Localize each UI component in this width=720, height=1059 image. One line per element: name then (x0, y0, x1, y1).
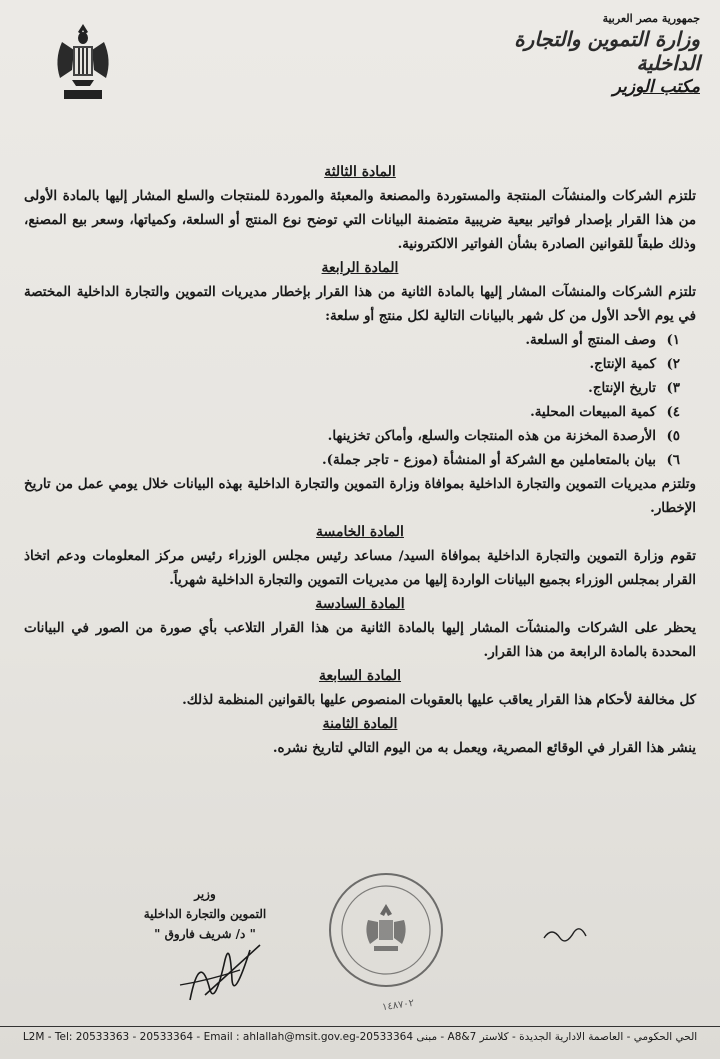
list-item: ٣)تاريخ الإنتاج. (588, 380, 680, 396)
article-paragraph: تلتزم الشركات والمنشآت المنتجة والمستوردة والمصنعة والمعبئة والموردة للمنتجات والسلع المشار إليها بالمادة الأولى من هذا القرار بإصدار فواتير بيعية ضريبية متضمنة البيانات التي توضح نوع المنتج أو السلعة، وكمياتها، وسعر بيع المصنع، وذلك طبقاً للقوانين الصادرة بشأن الفواتير الالكترونية. (24, 188, 696, 252)
article-paragraph: تلتزم الشركات والمنشآت المشار إليها بالمادة الثانية من هذا القرار بإخطار مديريات التموين والتجارة الداخلية المختصة في يوم الأحد الأول من كل شهر بالبيانات التالية لكل منتج أو سلعة: (24, 284, 696, 324)
signature-ministry: التموين والتجارة الداخلية (143, 907, 267, 921)
list-item: ٤)كمية المبيعات المحلية. (530, 404, 680, 420)
office-name: مكتب الوزير (612, 77, 700, 97)
ministry-name: وزارة التموين والتجارة الداخلية (514, 27, 700, 75)
signature-title: وزير (194, 887, 216, 901)
article-heading: المادة الرابعة (321, 260, 399, 276)
article-8 (24, 716, 696, 760)
article-heading: المادة السادسة (315, 596, 405, 612)
article-paragraph: وتلتزم مديريات التموين والتجارة الداخلية بموافاة وزارة التموين والتجارة الداخلية بهذه البيانات خلال يومي عمل من تاريخ الإخطار. (24, 476, 696, 516)
article-heading: المادة الخامسة (316, 524, 404, 540)
republic-name: جمهورية مصر العربية (602, 12, 700, 25)
list-item: ٥)الأرصدة المخزنة من هذه المنتجات والسلع، وأماكن تخزينها. (327, 428, 680, 444)
official-stamp-icon (326, 870, 446, 990)
footer-contact: الحي الحكومي - العاصمة الادارية الجديدة - كلاستر A8&7 - مبنى L2M - Tel: 20533363 - 20533364 - Email : ahlallah@msit.gov.eg-20533364 (0, 1026, 720, 1046)
article-heading: المادة الثامنة (322, 716, 398, 732)
data-list (24, 328, 696, 472)
list-item: ٢)كمية الإنتاج. (589, 356, 680, 372)
article-paragraph: ينشر هذا القرار في الوقائع المصرية، ويعمل به من اليوم التالي لتاريخ نشره. (272, 740, 696, 756)
article-7 (24, 668, 696, 712)
article-paragraph: يحظر على الشركات والمنشآت المشار إليها بالمادة الثانية من هذا القرار التلاعب بأي صورة من الصور في البيانات المحددة بالمادة الرابعة من هذا القرار. (24, 620, 696, 660)
article-paragraph: تقوم وزارة التموين والتجارة الداخلية بموافاة السيد/ مساعد رئيس مجلس الوزراء رئيس مركز المعلومات ودعم اتخاذ القرار بمجلس الوزراء بجميع البيانات الواردة إليها من مديريات التموين والتجارة الداخلية شهرياً. (24, 548, 696, 588)
article-heading: المادة الثالثة (324, 164, 396, 180)
document-body (24, 160, 696, 760)
list-item: ٦)بيان بالمتعاملين مع الشركة أو المنشأة (موزع - تاجر جملة). (321, 452, 680, 468)
article-5 (24, 524, 696, 592)
letterhead (480, 12, 700, 97)
article-heading: المادة السابعة (318, 668, 402, 684)
eagle-emblem-icon (52, 20, 114, 104)
list-item: ١)وصف المنتج أو السلعة. (525, 332, 680, 348)
article-6 (24, 596, 696, 664)
article-3 (24, 164, 696, 256)
handwritten-number: ١٤٨٧٠٢ (381, 997, 415, 1014)
initials-mark-icon (540, 920, 590, 950)
article-paragraph: كل مخالفة لأحكام هذا القرار يعاقب عليها بالعقوبات المنصوص عليها بالقوانين المنظمة لذلك. (182, 692, 696, 708)
article-4 (24, 260, 696, 520)
handwritten-signature-icon (170, 930, 270, 1010)
signature-name: " د/ شريف فاروق " (154, 927, 256, 941)
